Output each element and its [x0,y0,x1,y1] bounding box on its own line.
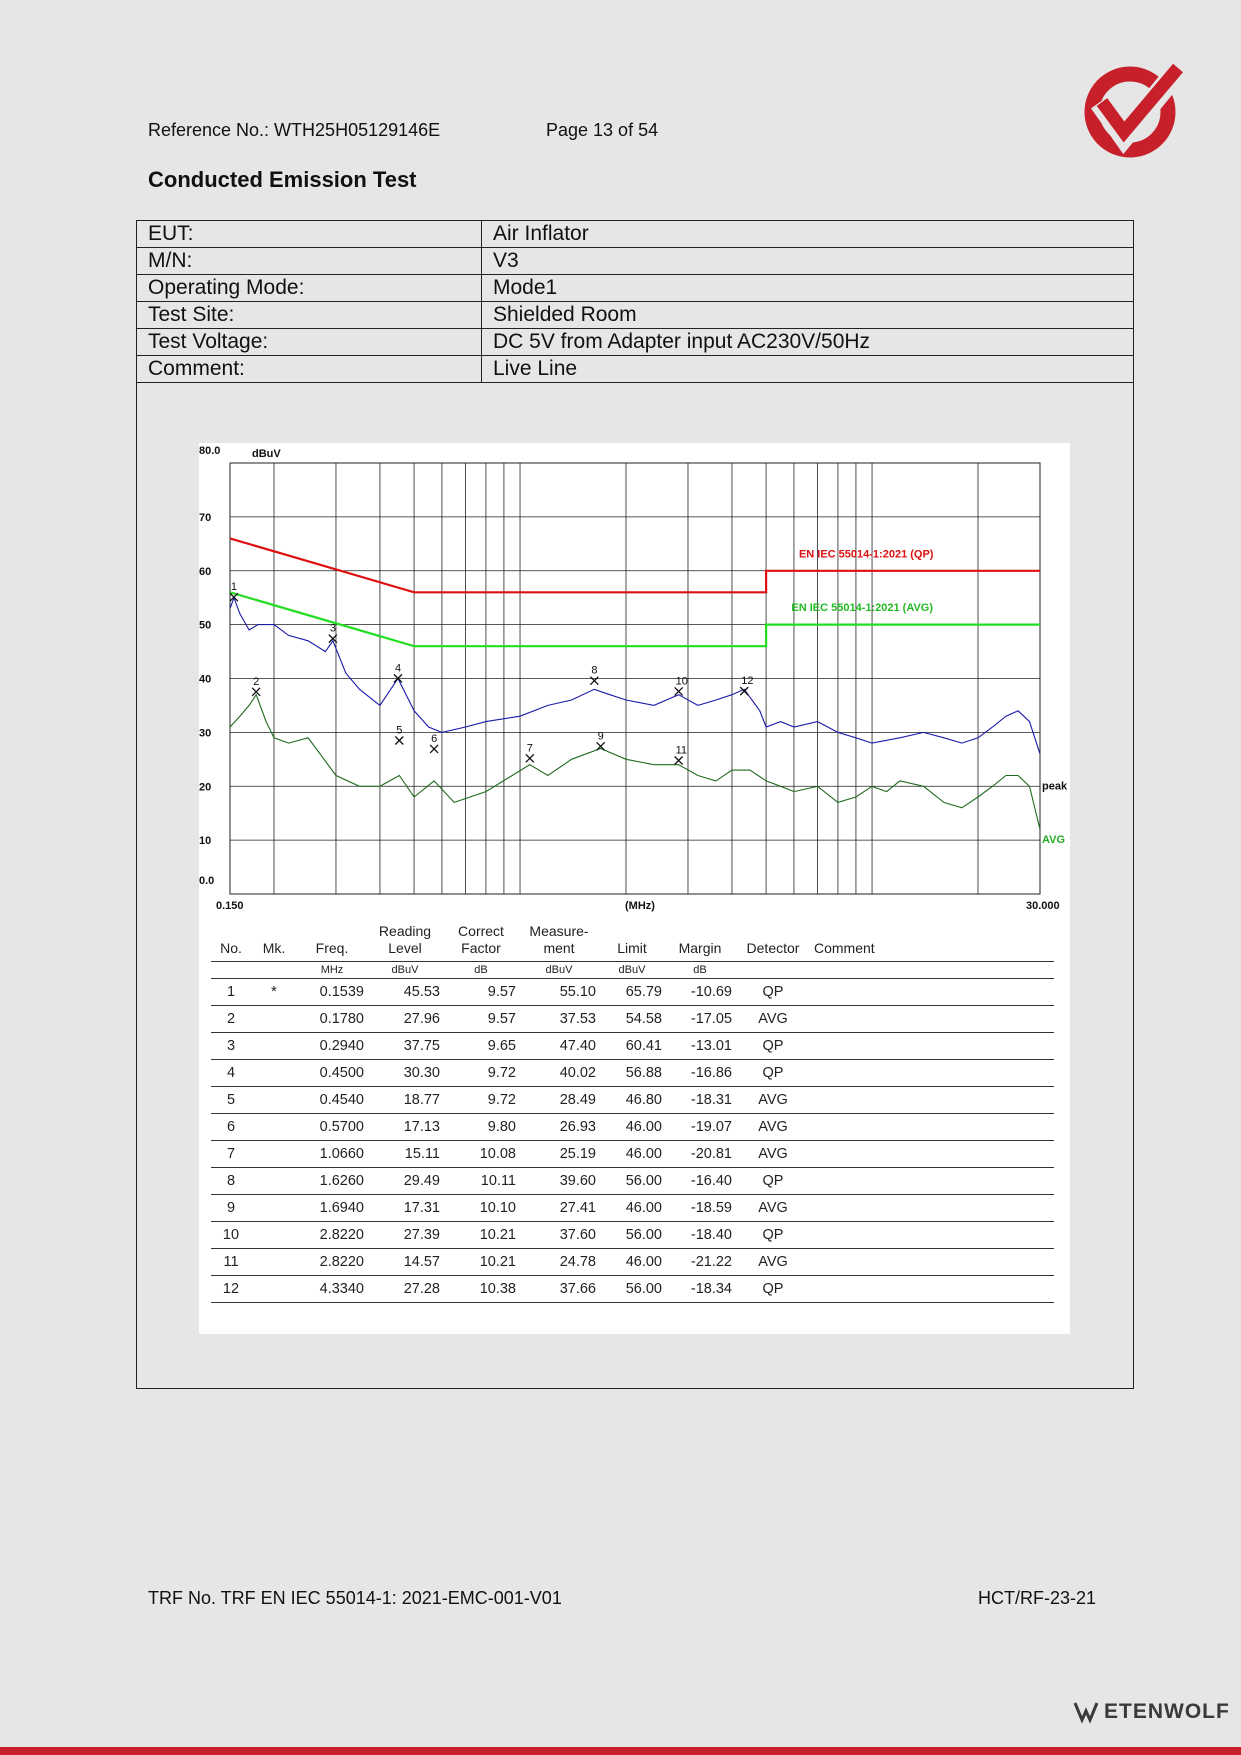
table-cell [251,1087,297,1114]
marker-label: 12 [741,675,754,688]
unit-cell: dBuV [519,962,599,979]
table-cell: AVG [735,1006,811,1033]
table-cell: 46.00 [599,1141,665,1168]
table-cell: 54.58 [599,1006,665,1033]
marker-label: 7 [526,742,533,755]
y-tick-label: 60 [199,565,212,578]
info-key: EUT: [137,221,482,248]
table-cell [811,1276,1054,1303]
table-cell: 0.4500 [297,1060,367,1087]
info-row [137,302,1134,329]
table-cell [251,1060,297,1087]
table-cell: 37.60 [519,1222,599,1249]
info-value: Live Line [482,356,1134,383]
table-cell: 10.38 [443,1276,519,1303]
table-cell: 1.6260 [297,1168,367,1195]
table-cell: -19.07 [665,1114,735,1141]
table-cell: QP [735,979,811,1006]
unit-cell: dB [443,962,519,979]
table-cell: 1.0660 [297,1141,367,1168]
table-cell: AVG [735,1114,811,1141]
table-row [211,1114,1054,1141]
marker-label: 3 [329,622,337,635]
info-row [137,275,1134,302]
table-cell: 0.1780 [297,1006,367,1033]
marker-label: 6 [431,732,438,745]
table-cell: 10.21 [443,1222,519,1249]
column-header: Detector [746,940,800,956]
table-row [211,1087,1054,1114]
unit-cell: dB [665,962,735,979]
reference-number: Reference No.: WTH25H05129146E [148,120,441,140]
emission-chart-panel [199,443,1070,1334]
table-cell: 9.72 [443,1087,519,1114]
table-cell [811,1222,1054,1249]
table-cell: 46.00 [599,1195,665,1222]
table-cell [811,1114,1054,1141]
info-value: Air Inflator [482,221,1134,248]
table-cell: 46.00 [599,1249,665,1276]
table-cell [811,1060,1054,1087]
marker-label: 10 [675,675,688,688]
page-number: Page 13 of 54 [546,120,659,140]
info-key: M/N: [137,248,482,275]
table-cell: 10.08 [443,1141,519,1168]
table-cell: 27.39 [367,1222,443,1249]
table-cell: 15.11 [367,1141,443,1168]
marker-cross [526,754,534,762]
table-cell: 4 [211,1060,251,1087]
table-row [211,1006,1054,1033]
column-header: Measure-ment [529,923,589,956]
y-axis-unit-label: dBuV [252,448,281,460]
marker-cross [590,677,598,685]
unit-cell: dBuV [599,962,665,979]
table-cell: 10.11 [443,1168,519,1195]
etenwolf-brand: ETENWOLF [1104,1700,1230,1723]
table-cell: 28.49 [519,1087,599,1114]
table-cell [251,1033,297,1060]
table-cell: 37.75 [367,1033,443,1060]
table-cell: -18.40 [665,1222,735,1249]
table-cell: 18.77 [367,1087,443,1114]
table-cell: 55.10 [519,979,599,1006]
info-row [137,356,1134,383]
table-cell: AVG [735,1195,811,1222]
info-value: Shielded Room [482,302,1134,329]
unit-cell: dBuV [367,962,443,979]
bottom-accent-bar [0,1747,1241,1755]
table-cell: 17.31 [367,1195,443,1222]
table-row [211,1222,1054,1249]
table-cell: 56.00 [599,1222,665,1249]
info-value: V3 [482,248,1134,275]
table-cell: -16.86 [665,1060,735,1087]
table-cell: 0.5700 [297,1114,367,1141]
avg-limit-line [230,592,1040,646]
table-cell [811,1006,1054,1033]
table-cell [251,1114,297,1141]
table-cell: AVG [735,1087,811,1114]
table-cell: 8 [211,1168,251,1195]
table-cell: 46.80 [599,1087,665,1114]
marker-label: 1 [230,581,238,594]
table-cell: 9.57 [443,979,519,1006]
table-cell: 1 [211,979,251,1006]
unit-cell [811,962,1054,979]
table-cell: 65.79 [599,979,665,1006]
table-cell [251,1141,297,1168]
table-cell: AVG [735,1141,811,1168]
table-cell: 2 [211,1006,251,1033]
table-cell: 56.88 [599,1060,665,1087]
table-cell: 24.78 [519,1249,599,1276]
column-header: Comment [814,940,875,956]
table-cell: QP [735,1060,811,1087]
table-cell: 60.41 [599,1033,665,1060]
table-cell [251,1006,297,1033]
table-cell: 0.1539 [297,979,367,1006]
marker-cross [597,742,605,750]
marker-cross [430,745,438,753]
y-tick-label: 80.0 [199,445,221,457]
table-cell [811,1249,1054,1276]
y-tick-label: 10 [199,835,212,848]
table-cell: 47.40 [519,1033,599,1060]
column-header: Mk. [262,940,286,956]
table-cell: 0.2940 [297,1033,367,1060]
trf-number: TRF No. TRF EN IEC 55014-1: 2021-EMC-001-V01 [148,1588,562,1608]
table-cell [251,1222,297,1249]
table-cell: QP [735,1168,811,1195]
table-cell: 9.65 [443,1033,519,1060]
table-cell: -20.81 [665,1141,735,1168]
table-cell: 10.21 [443,1249,519,1276]
info-row [137,221,1134,248]
column-header: Margin [678,940,722,956]
unit-cell: MHz [297,962,367,979]
table-cell: -21.22 [665,1249,735,1276]
table-cell [811,979,1054,1006]
table-cell: AVG [735,1249,811,1276]
table-cell: -16.40 [665,1168,735,1195]
table-cell: 26.93 [519,1114,599,1141]
table-cell: 30.30 [367,1060,443,1087]
table-cell: 2.8220 [297,1222,367,1249]
table-row [211,1249,1054,1276]
etenwolf-wolf-icon [1073,1700,1099,1724]
marker-label: 9 [597,730,604,743]
document-code: HCT/RF-23-21 [978,1588,1097,1608]
table-cell: 37.53 [519,1006,599,1033]
table-cell: 27.41 [519,1195,599,1222]
column-header: No. [220,940,242,956]
table-cell: 12 [211,1276,251,1303]
peak-trace [230,598,1040,757]
marker-label: 11 [675,744,688,757]
column-header: Limit [617,940,647,956]
table-cell: QP [735,1276,811,1303]
table-cell: 10.10 [443,1195,519,1222]
table-row [211,1141,1054,1168]
y-tick-label: 0.0 [199,875,215,887]
avg-limit-label: EN IEC 55014-1:2021 (AVG) [791,602,934,615]
table-cell: 9 [211,1195,251,1222]
x-axis-unit-label: (MHz) [625,900,655,912]
table-cell [811,1087,1054,1114]
table-cell [811,1033,1054,1060]
table-cell: 3 [211,1033,251,1060]
table-cell: 4.3340 [297,1276,367,1303]
table-cell: 2.8220 [297,1249,367,1276]
table-cell: 29.49 [367,1168,443,1195]
info-value: Mode1 [482,275,1134,302]
marker-label: 8 [591,664,598,677]
x-tick-label-end: 30.000 [1026,900,1060,912]
table-cell: -17.05 [665,1006,735,1033]
table-cell: 56.00 [599,1168,665,1195]
table-cell: 9.72 [443,1060,519,1087]
table-cell: -18.59 [665,1195,735,1222]
y-tick-label: 50 [199,619,212,632]
table-cell: * [251,979,297,1006]
table-row [211,1168,1054,1195]
marker-cross [395,737,403,745]
table-cell: 45.53 [367,979,443,1006]
table-cell [811,1195,1054,1222]
table-row [211,979,1054,1006]
table-cell [251,1168,297,1195]
table-cell: 6 [211,1114,251,1141]
table-cell: 27.96 [367,1006,443,1033]
table-cell [811,1168,1054,1195]
test-info-table [136,220,1134,383]
info-key: Test Voltage: [137,329,482,356]
unit-cell [735,962,811,979]
table-cell: -18.34 [665,1276,735,1303]
table-cell: 56.00 [599,1276,665,1303]
y-tick-label: 20 [199,781,212,794]
table-cell: -10.69 [665,979,735,1006]
y-tick-label: 40 [199,673,212,686]
column-header: Correct Factor [458,923,504,956]
table-cell [251,1276,297,1303]
table-cell: 46.00 [599,1114,665,1141]
avg-trace-label: AVG [1042,834,1066,847]
table-row [211,1033,1054,1060]
table-cell: 0.4540 [297,1087,367,1114]
column-header: Freq. [315,940,349,956]
marker-label: 2 [253,675,260,688]
table-cell: 9.57 [443,1006,519,1033]
table-cell: QP [735,1222,811,1249]
table-cell: 40.02 [519,1060,599,1087]
qp-limit-label: EN IEC 55014-1:2021 (QP) [798,548,934,561]
waltek-logo-icon [1080,62,1188,158]
info-key: Operating Mode: [137,275,482,302]
y-tick-label: 30 [199,727,212,740]
info-row [137,248,1134,275]
table-row [211,1060,1054,1087]
marker-cross [675,756,683,764]
qp-limit-line [230,538,1040,592]
page-title: Conducted Emission Test [148,167,417,192]
table-cell [251,1195,297,1222]
table-row [211,1195,1054,1222]
table-cell: 17.13 [367,1114,443,1141]
table-cell: 10 [211,1222,251,1249]
table-cell: QP [735,1033,811,1060]
table-cell: 5 [211,1087,251,1114]
marker-label: 4 [394,662,402,675]
table-cell: 25.19 [519,1141,599,1168]
table-cell: 27.28 [367,1276,443,1303]
table-cell [811,1141,1054,1168]
peak-trace-label: peak [1042,780,1068,793]
table-cell: 11 [211,1249,251,1276]
table-cell: 39.60 [519,1168,599,1195]
table-cell: 14.57 [367,1249,443,1276]
info-row [137,329,1134,356]
table-row [211,1276,1054,1303]
emission-chart [199,443,1070,912]
results-table [211,923,1054,1303]
info-value: DC 5V from Adapter input AC230V/50Hz [482,329,1134,356]
table-cell: 37.66 [519,1276,599,1303]
unit-cell [211,962,251,979]
y-tick-label: 70 [199,511,212,524]
table-cell: -13.01 [665,1033,735,1060]
table-cell: -18.31 [665,1087,735,1114]
table-cell: 9.80 [443,1114,519,1141]
info-key: Test Site: [137,302,482,329]
avg-trace [230,695,1040,830]
marker-label: 5 [396,724,403,737]
unit-cell [251,962,297,979]
column-header: Reading Level [378,923,432,956]
x-tick-label-start: 0.150 [216,900,244,912]
table-cell: 1.6940 [297,1195,367,1222]
info-key: Comment: [137,356,482,383]
table-cell: 7 [211,1141,251,1168]
table-cell [251,1249,297,1276]
